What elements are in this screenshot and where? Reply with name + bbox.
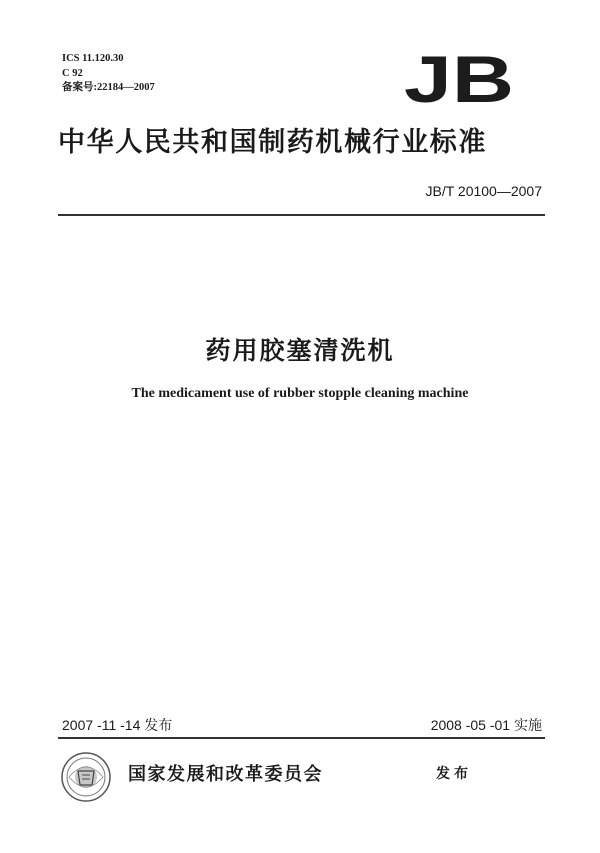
issuer-emblem-icon [60,751,112,803]
ccs-code: C 92 [62,67,83,79]
filing-number: 备案号:22184—2007 [62,82,155,93]
jb-logo-text: JB [404,48,514,108]
issue-label: 发布 [436,766,472,782]
publish-date: 2007 -11 -14 发布 [62,717,173,733]
standard-number: JB/T 20100—2007 [425,183,542,199]
document-metadata [62,52,155,96]
issuing-authority: 国家发展和改革委员会 [128,764,323,785]
effective-date: 2008 -05 -01 实施 [430,717,542,733]
top-divider [58,214,545,216]
bottom-divider [58,737,545,739]
document-title-chinese: 药用胶塞清洗机 [205,336,395,365]
jb-logo [400,48,518,108]
document-title-english: The medicament use of rubber stopple cleaning machine [131,386,469,401]
ics-code: ICS 11.120.30 [62,53,124,64]
standard-category-title: 中华人民共和国制药机械行业标准 [58,127,487,158]
